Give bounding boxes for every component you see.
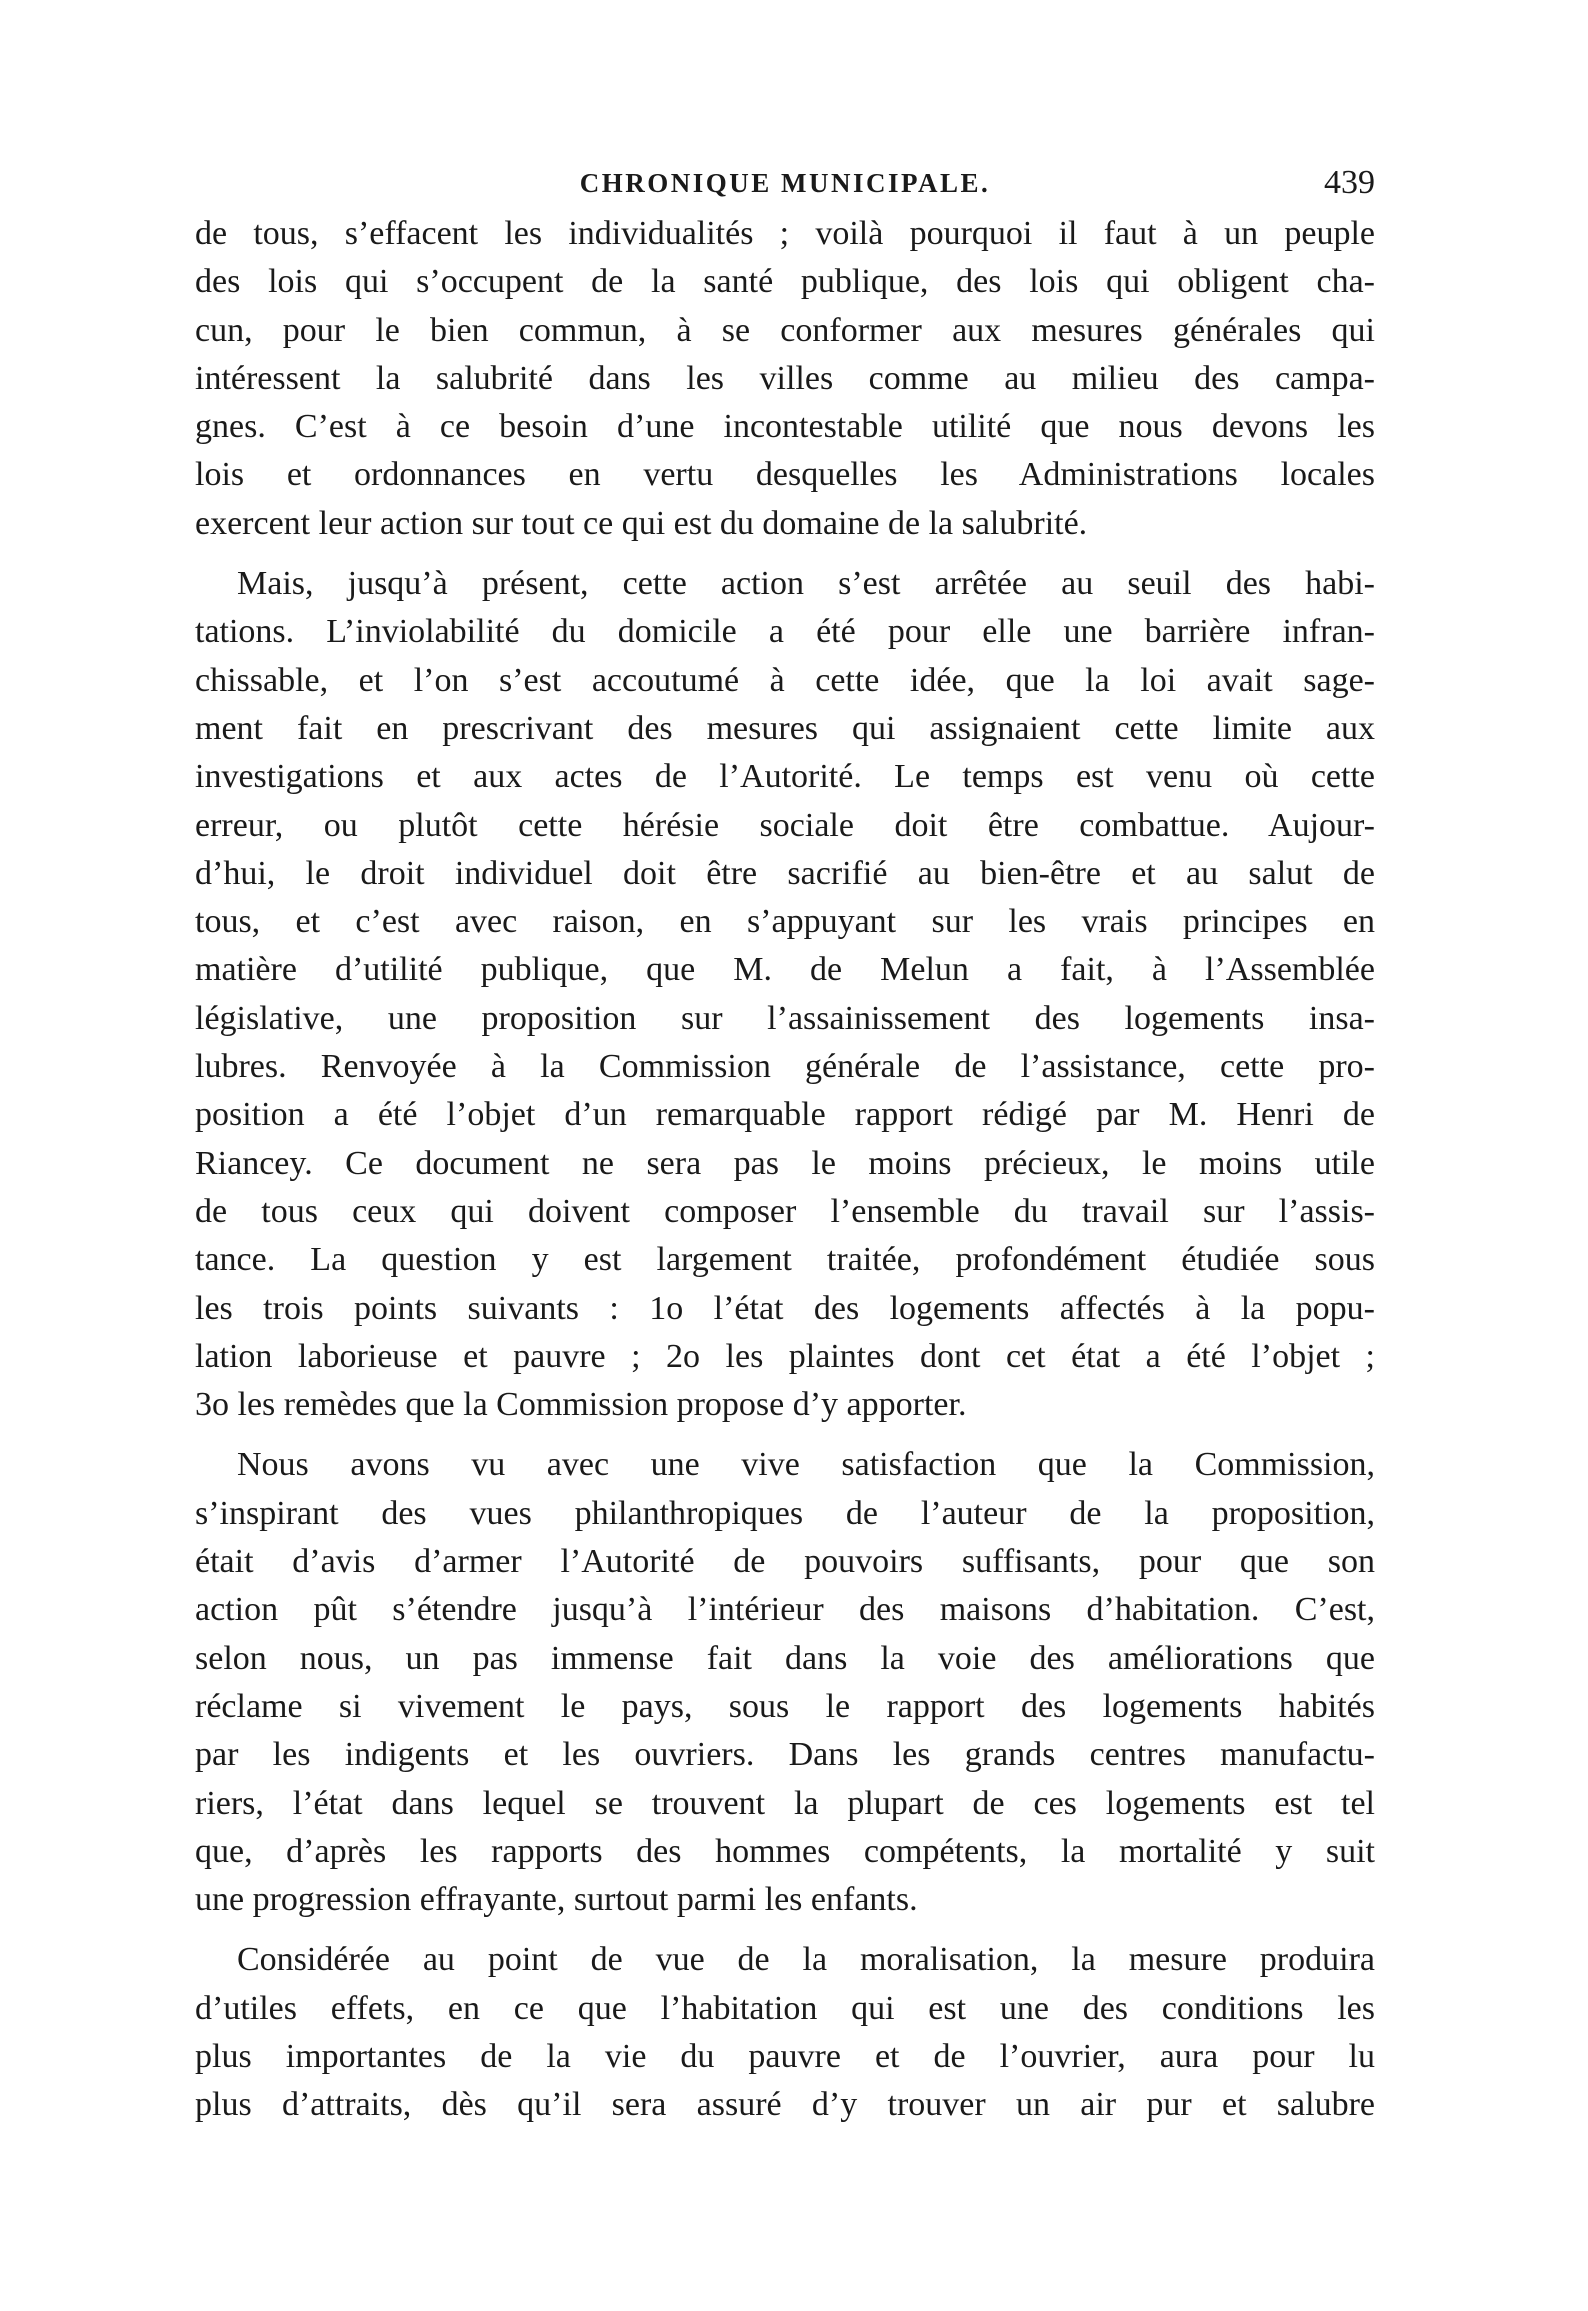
text-line: s’inspirant des vues philanthropiques de l’auteur de la proposition, (195, 1494, 1375, 1532)
running-head (195, 158, 1375, 208)
text-line: Mais, jusqu’à présent, cette action s’est arrêtée au seuil des habi- (237, 565, 1375, 603)
text-line: 3o les remèdes que la Commission propose d’y apporter. (195, 1386, 967, 1424)
page-number: 439 (1324, 164, 1375, 201)
body-text (195, 210, 1375, 2130)
text-line: lubres. Renvoyée à la Commission générale de l’assistance, cette pro- (195, 1048, 1375, 1086)
text-line: position a été l’objet d’un remarquable rapport rédigé par M. Henri de (195, 1096, 1375, 1134)
text-line: lation laborieuse et pauvre ; 2o les plaintes dont cet état a été l’objet ; (195, 1337, 1375, 1375)
paragraph-gap (195, 1924, 1375, 1936)
paragraph (195, 210, 1375, 548)
text-line: plus d’attraits, dès qu’il sera assuré d’y trouver un air pur et salubre (195, 2086, 1375, 2124)
text-line: Riancey. Ce document ne sera pas le moins précieux, le moins utile (195, 1144, 1375, 1182)
text-line: de tous, s’effacent les individualités ; voilà pourquoi il faut à un peuple (195, 215, 1375, 252)
text-line: gnes. C’est à ce besoin d’une incontestable utilité que nous devons les (195, 408, 1375, 446)
paragraph (195, 560, 1375, 1429)
text-line: d’utiles effets, en ce que l’habitation qui est une des conditions les (195, 1989, 1375, 2027)
text-line: les trois points suivants : 1o l’état des logements affectés à la popu- (195, 1289, 1375, 1327)
text-line: action pût s’étendre jusqu’à l’intérieur des maisons d’habitation. C’est, (195, 1591, 1375, 1629)
text-line: exercent leur action sur tout ce qui est du domaine de la salubrité. (195, 504, 1088, 542)
text-line: intéressent la salubrité dans les villes comme au milieu des campa- (195, 359, 1375, 397)
text-line: tations. L’inviolabilité du domicile a été pour elle une barrière infran- (195, 613, 1375, 651)
text-line: d’hui, le droit individuel doit être sacrifié au bien-être et au salut de (195, 854, 1375, 892)
text-line: plus importantes de la vie du pauvre et de l’ouvrier, aura pour lu (195, 2037, 1375, 2075)
text-line: par les indigents et les ouvriers. Dans les grands centres manufactu- (195, 1736, 1375, 1774)
running-title: CHRONIQUE MUNICIPALE. (579, 168, 991, 198)
text-line: tous, et c’est avec raison, en s’appuyant sur les vrais principes en (195, 903, 1375, 941)
text-line: investigations et aux actes de l’Autorité. Le temps est venu où cette (195, 758, 1375, 796)
text-line: législative, une proposition sur l’assainissement des logements insa- (195, 999, 1375, 1037)
text-line: chissable, et l’on s’est accoutumé à cette idée, que la loi avait sage- (195, 661, 1375, 699)
text-line: était d’avis d’armer l’Autorité de pouvoirs suffisants, pour que son (195, 1543, 1375, 1581)
text-line: une progression effrayante, surtout parmi les enfants. (195, 1881, 918, 1919)
text-line: que, d’après les rapports des hommes compétents, la mortalité y suit (195, 1832, 1375, 1870)
text-line: Nous avons vu avec une vive satisfaction que la Commission, (237, 1446, 1375, 1484)
text-line: riers, l’état dans lequel se trouvent la plupart de ces logements est tel (195, 1784, 1375, 1822)
text-line: ment fait en prescrivant des mesures qui assignaient cette limite aux (195, 709, 1375, 747)
text-line: erreur, ou plutôt cette hérésie sociale doit être combattue. Aujour- (195, 806, 1375, 844)
paragraph-gap (195, 1429, 1375, 1441)
text-line: matière d’utilité publique, que M. de Melun a fait, à l’Assemblée (195, 951, 1375, 989)
paragraph (195, 1936, 1375, 2129)
text-line: lois et ordonnances en vertu desquelles les Administrations locales (195, 456, 1375, 494)
text-line: des lois qui s’occupent de la santé publique, des lois qui obligent cha- (195, 263, 1375, 301)
text-line: de tous ceux qui doivent composer l’ensemble du travail sur l’assis- (195, 1192, 1375, 1230)
text-line: Considérée au point de vue de la moralisation, la mesure produira (237, 1941, 1375, 1979)
text-line: selon nous, un pas immense fait dans la voie des améliorations que (195, 1639, 1375, 1677)
paragraph-gap (195, 548, 1375, 560)
text-line: tance. La question y est largement traitée, profondément étudiée sous (195, 1241, 1375, 1279)
paragraph (195, 1441, 1375, 1924)
text-line: réclame si vivement le pays, sous le rapport des logements habités (195, 1687, 1375, 1725)
text-line: cun, pour le bien commun, à se conformer aux mesures générales qui (195, 311, 1375, 349)
